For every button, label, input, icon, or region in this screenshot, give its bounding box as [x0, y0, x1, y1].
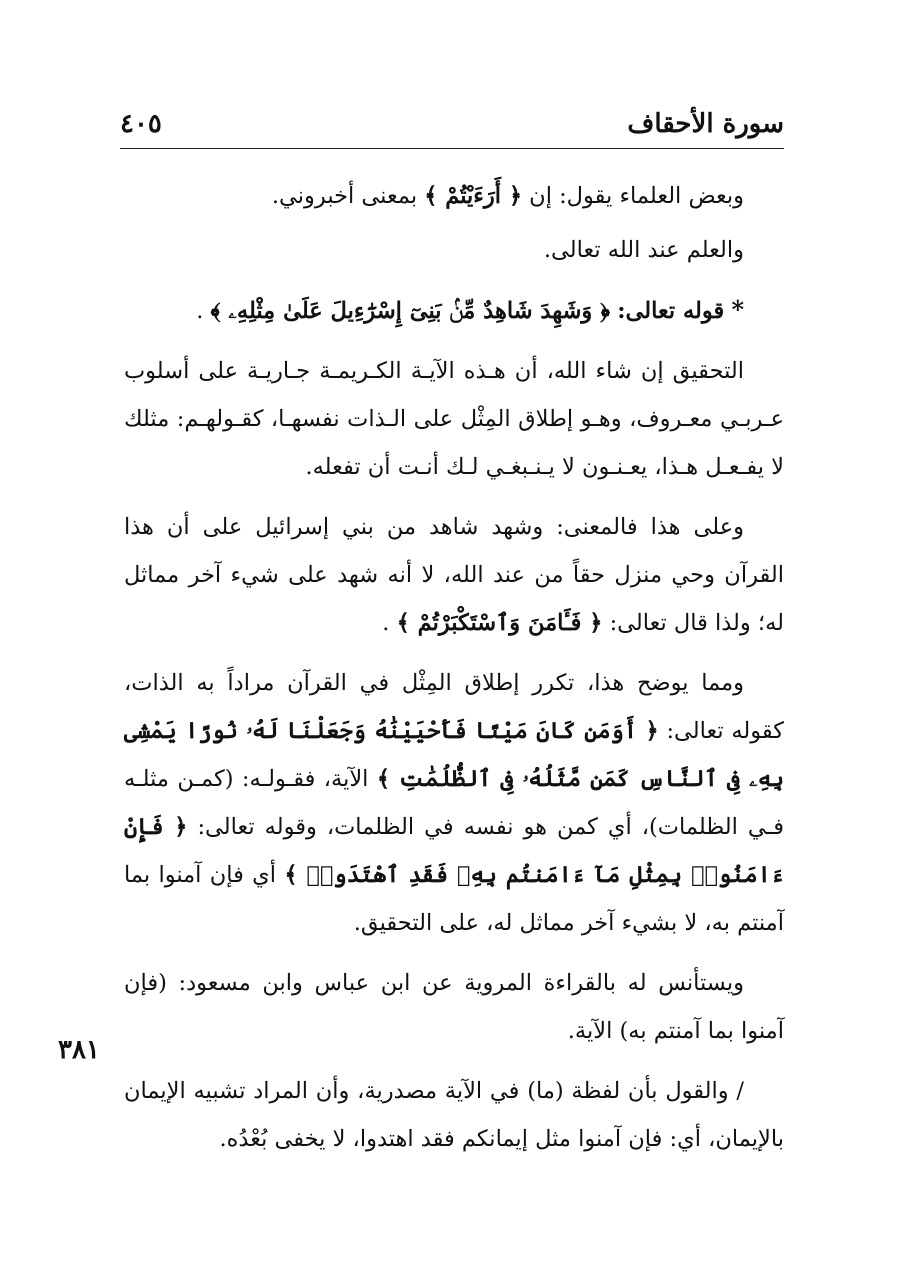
paragraph-6-text-1: ومما يوضح هذا، تكرر إطلاق المِثْل في القرآن مراداً به الذات، كقوله تعالى:: [124, 670, 785, 744]
quran-quote: ﴿ وَشَهِدَ شَاهِدٌ مِّنۢ بَنِىٓ إِسْرَٰٓءِيلَ عَلَىٰ مِثْلِهِۦ ﴾: [210, 298, 611, 324]
paragraph-8: / والقول بأن لفظة (ما) في الآية مصدرية، وأن المراد تشبيه الإيمان بالإيمان، أي: فإن آمنوا مثل إيمانكم فقد اهتدوا، لا يخفى بُعْدُه.: [124, 1078, 784, 1152]
verse-heading: [124, 286, 784, 335]
paragraph-5: [124, 503, 784, 647]
quran-quote: ﴿ أَوَمَن كَانَ مَيْتًا فَأَحْيَيْنَٰهُ وَجَعَلْنَا لَهُۥ نُورًا يَمْشِى بِهِۦ فِى ٱلنَّاسِ كَمَن مَّثَلُهُۥ فِى ٱلظُّلُمَٰتِ ﴾: [124, 718, 785, 792]
paragraph-2: والعلم عند الله تعالى.: [543, 237, 744, 263]
star-marker: *: [731, 295, 744, 324]
quran-quote: ﴿ فَإِنْ ءَامَنُوا۟ بِمِثْلِ مَآ ءَامَنتُم بِهِۦ فَقَدِ ٱهْتَدَوا۟ ﴾: [124, 814, 785, 888]
paragraph-6: [124, 659, 784, 947]
header-divider: [120, 148, 784, 149]
surah-title: سورة الأحقاف: [627, 109, 784, 139]
page-body: [124, 172, 784, 1163]
paragraph-6-text-2: الآية، فقـولـه: (كمـن مثلـه فـي الظلمات)، أي كمن هو نفسه في الظلمات، وقوله تعالى:: [124, 766, 784, 840]
page-header: [120, 105, 784, 145]
paragraph-6-text-3: أي فإن آمنوا بما آمنتم به، لا بشيء آخر مماثل له، على التحقيق.: [124, 862, 784, 936]
paragraph-7: ويستأنس له بالقراءة المروية عن ابن عباس وابن مسعود: (فإن آمنوا بما آمنتم به) الآية.: [124, 970, 784, 1044]
paragraph-1-before: وبعض العلماء يقول: إن: [529, 183, 744, 209]
paragraph-1: [124, 172, 784, 220]
verse-heading-end: .: [196, 298, 204, 324]
quran-quote: ﴿ فَـَٔامَنَ وَٱسْتَكْبَرْتُمْ ﴾: [396, 610, 603, 636]
margin-page-reference: ٣٨١: [58, 1035, 100, 1065]
paragraph-4: التحقيق إن شاء الله، أن هـذه الآيـة الكـريمـة جـاريـة على أسلوب عـربـي معـروف، وهـو إطلاق المِثْل على الـذات نفسهـا، كقـولهـم: مثلك لا يفـعـل هـذا، يعـنـون لا يـنـبغـي لـك أنـت أن تفعله.: [124, 358, 784, 480]
paragraph-5-text: وعلى هذا فالمعنى: وشهد شاهد من بني إسرائيل على أن هذا القرآن وحي منزل حقاً من عند الله، لا أنه شهد على شيء آخر مماثل له؛ ولذا قال تعالى:: [124, 514, 784, 636]
paragraph-1-after: بمعنى أخبروني.: [271, 183, 418, 209]
quran-quote: ﴿ أَرَءَيْتُمْ ﴾: [424, 183, 523, 209]
paragraph-5-end: .: [382, 610, 390, 636]
verse-heading-lead: قوله تعالى:: [617, 298, 725, 324]
page-number: ٤٠٥: [120, 109, 162, 139]
